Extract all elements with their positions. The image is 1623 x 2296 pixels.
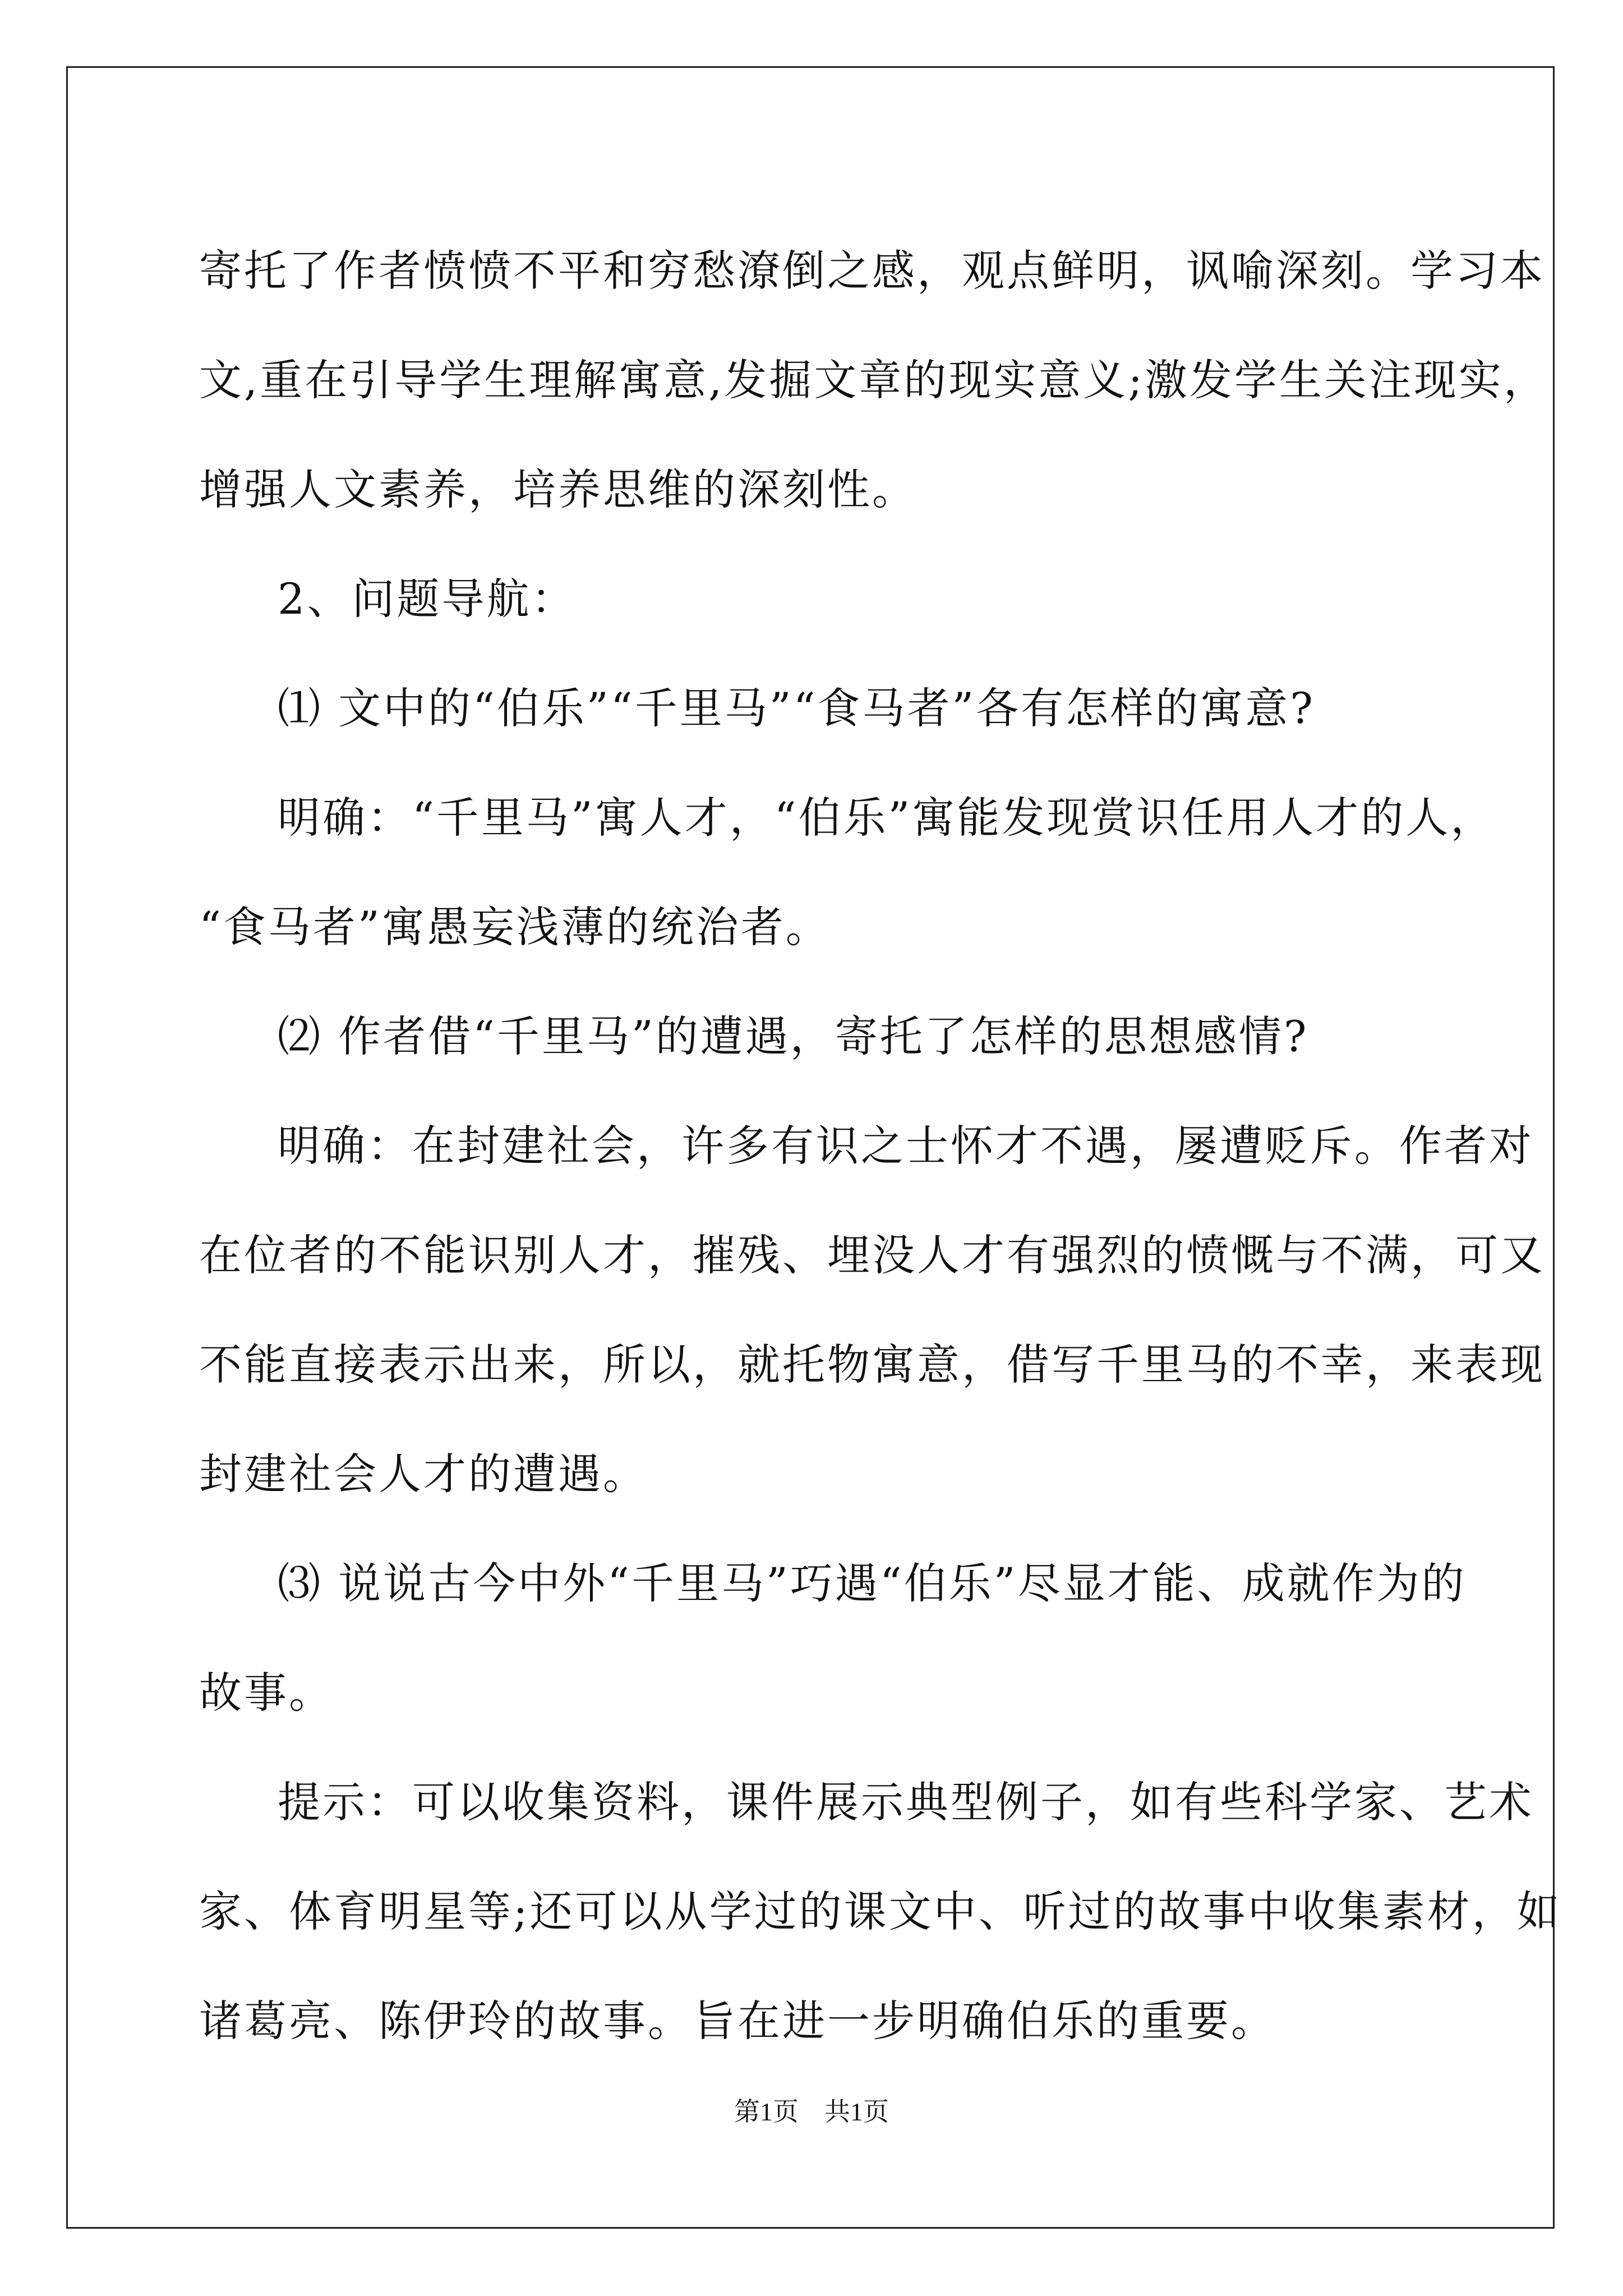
page-number: 第1页 共1页 <box>734 2097 889 2126</box>
hint-paragraph: 提示：可以收集资料，课件展示典型例子，如有些科学家、艺术 <box>278 1777 1534 1827</box>
text-line: 封建社会人才的遭遇。 <box>199 1449 648 1499</box>
question-1: ⑴ 文中的“伯乐”“千里马”“食马者”各有怎样的寓意? <box>278 683 1316 733</box>
text-line: 诸葛亮、陈伊玲的故事。旨在进一步明确伯乐的重要。 <box>199 1996 1276 2046</box>
text-line: 家、体育明星等;还可以从学过的课文中、听过的故事中收集素材，如 <box>199 1887 1562 1936</box>
document-body <box>199 216 1562 2076</box>
answer-2: 明确：在封建社会，许多有识之士怀才不遇，屡遭贬斥。作者对 <box>278 1121 1534 1171</box>
question-3: ⑶ 说说古今中外“千里马”巧遇“伯乐”尽显才能、成就作为的 <box>278 1558 1467 1608</box>
text-line: 在位者的不能识别人才，摧残、埋没人才有强烈的愤慨与不满，可又 <box>199 1230 1545 1280</box>
answer-1: 明确：“千里马”寓人才，“伯乐”寓能发现赏识任用人才的人， <box>278 793 1496 843</box>
text-line: 增强人文素养，培养思维的深刻性。 <box>199 464 917 514</box>
text-line: 寄托了作者愤愤不平和穷愁潦倒之感，观点鲜明，讽喻深刻。学习本 <box>199 246 1545 296</box>
question-2: ⑵ 作者借“千里马”的遭遇，寄托了怎样的思想感情? <box>278 1011 1309 1061</box>
text-line: 不能直接表示出来，所以，就托物寓意，借写千里马的不幸，来表现 <box>199 1340 1545 1389</box>
section-heading: 2、问题导航： <box>278 574 577 624</box>
text-line: 故事。 <box>199 1668 334 1718</box>
text-line: “食马者”寓愚妄浅薄的统治者。 <box>199 902 831 952</box>
text-line: 文,重在引导学生理解寓意,发掘文章的现实意义;激发学生关注现实， <box>199 355 1548 405</box>
